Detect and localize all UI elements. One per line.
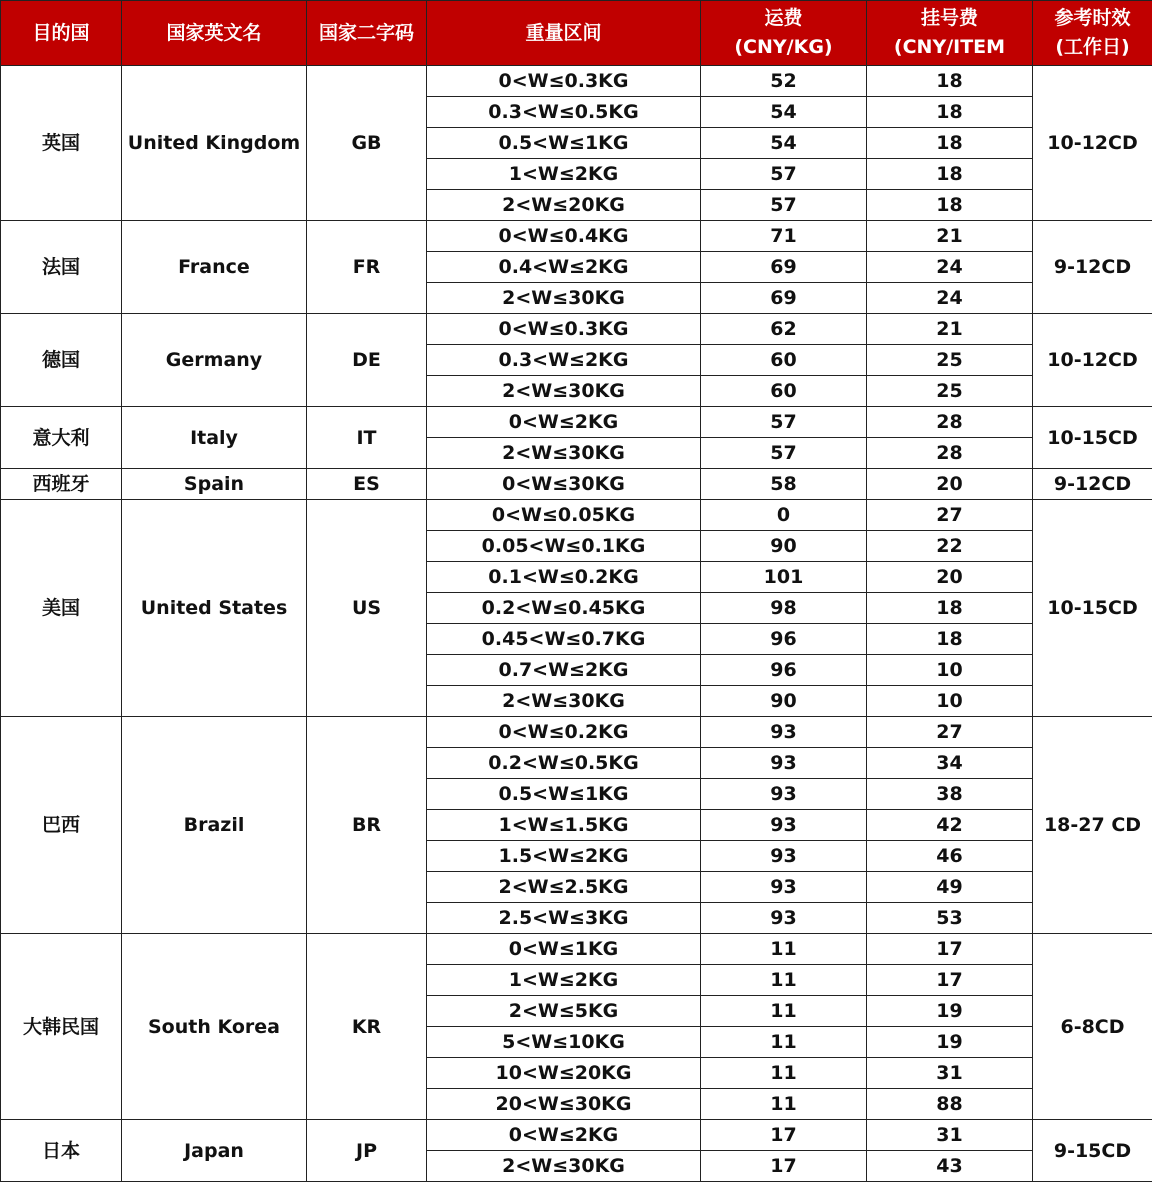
reference-time-cell: 9-15CD — [1033, 1120, 1152, 1182]
freight-cell: 93 — [701, 810, 867, 841]
freight-cell: 11 — [701, 965, 867, 996]
header-reference-time-unit: (工作日) — [1055, 36, 1130, 58]
registration-fee-cell: 19 — [867, 1027, 1033, 1058]
weight-range-cell: 0<W≤0.3KG — [427, 314, 701, 345]
registration-fee-cell: 88 — [867, 1089, 1033, 1120]
freight-cell: 71 — [701, 221, 867, 252]
table-row — [1, 66, 1152, 97]
header-registration-fee-label: 挂号费 — [920, 7, 978, 29]
weight-range-cell: 1<W≤1.5KG — [427, 810, 701, 841]
registration-fee-cell: 25 — [867, 376, 1033, 407]
country-chinese-name: 大韩民国 — [1, 934, 122, 1120]
registration-fee-cell: 21 — [867, 314, 1033, 345]
registration-fee-cell: 18 — [867, 593, 1033, 624]
weight-range-cell: 0.05<W≤0.1KG — [427, 531, 701, 562]
freight-cell: 54 — [701, 97, 867, 128]
header-row — [1, 1, 1152, 66]
reference-time-cell: 10-15CD — [1033, 407, 1152, 469]
registration-fee-cell: 28 — [867, 407, 1033, 438]
weight-range-cell: 0<W≤0.2KG — [427, 717, 701, 748]
table-row — [1, 469, 1152, 500]
table-row — [1, 314, 1152, 345]
freight-cell: 11 — [701, 996, 867, 1027]
country-english-name: Italy — [122, 407, 307, 469]
registration-fee-cell: 28 — [867, 438, 1033, 469]
freight-cell: 11 — [701, 1058, 867, 1089]
country-chinese-name: 巴西 — [1, 717, 122, 934]
freight-cell: 98 — [701, 593, 867, 624]
freight-cell: 93 — [701, 748, 867, 779]
header-destination: 目的国 — [1, 1, 122, 66]
weight-range-cell: 2<W≤30KG — [427, 686, 701, 717]
registration-fee-cell: 27 — [867, 500, 1033, 531]
registration-fee-cell: 38 — [867, 779, 1033, 810]
country-english-name: Japan — [122, 1120, 307, 1182]
registration-fee-cell: 25 — [867, 345, 1033, 376]
freight-cell: 96 — [701, 655, 867, 686]
header-reference-time — [1033, 1, 1152, 66]
reference-time-cell: 9-12CD — [1033, 469, 1152, 500]
country-english-name: Germany — [122, 314, 307, 407]
freight-cell: 93 — [701, 717, 867, 748]
header-country-english-name: 国家英文名 — [122, 1, 307, 66]
weight-range-cell: 10<W≤20KG — [427, 1058, 701, 1089]
weight-range-cell: 0.5<W≤1KG — [427, 779, 701, 810]
header-freight-label: 运费 — [764, 7, 803, 29]
freight-cell: 101 — [701, 562, 867, 593]
country-code: FR — [307, 221, 427, 314]
reference-time-cell: 10-15CD — [1033, 500, 1152, 717]
country-code: JP — [307, 1120, 427, 1182]
country-code: KR — [307, 934, 427, 1120]
weight-range-cell: 0.2<W≤0.45KG — [427, 593, 701, 624]
reference-time-cell: 10-12CD — [1033, 314, 1152, 407]
freight-cell: 93 — [701, 841, 867, 872]
freight-cell: 11 — [701, 934, 867, 965]
country-code: BR — [307, 717, 427, 934]
weight-range-cell: 0.3<W≤0.5KG — [427, 97, 701, 128]
weight-range-cell: 0<W≤0.4KG — [427, 221, 701, 252]
freight-cell: 93 — [701, 903, 867, 934]
freight-cell: 69 — [701, 252, 867, 283]
country-english-name: Brazil — [122, 717, 307, 934]
freight-cell: 57 — [701, 438, 867, 469]
weight-range-cell: 0.1<W≤0.2KG — [427, 562, 701, 593]
country-chinese-name: 日本 — [1, 1120, 122, 1182]
country-chinese-name: 美国 — [1, 500, 122, 717]
weight-range-cell: 0.3<W≤2KG — [427, 345, 701, 376]
freight-cell: 93 — [701, 872, 867, 903]
reference-time-cell: 10-12CD — [1033, 66, 1152, 221]
table-row — [1, 717, 1152, 748]
weight-range-cell: 2<W≤30KG — [427, 1151, 701, 1182]
freight-cell: 52 — [701, 66, 867, 97]
weight-range-cell: 2.5<W≤3KG — [427, 903, 701, 934]
registration-fee-cell: 18 — [867, 97, 1033, 128]
weight-range-cell: 2<W≤2.5KG — [427, 872, 701, 903]
country-code: GB — [307, 66, 427, 221]
registration-fee-cell: 18 — [867, 159, 1033, 190]
weight-range-cell: 0<W≤0.05KG — [427, 500, 701, 531]
reference-time-cell: 9-12CD — [1033, 221, 1152, 314]
weight-range-cell: 2<W≤30KG — [427, 438, 701, 469]
country-code: DE — [307, 314, 427, 407]
registration-fee-cell: 18 — [867, 624, 1033, 655]
freight-cell: 69 — [701, 283, 867, 314]
freight-cell: 62 — [701, 314, 867, 345]
registration-fee-cell: 21 — [867, 221, 1033, 252]
reference-time-cell: 18-27 CD — [1033, 717, 1152, 934]
freight-cell: 17 — [701, 1120, 867, 1151]
registration-fee-cell: 24 — [867, 283, 1033, 314]
freight-cell: 11 — [701, 1027, 867, 1058]
header-country-code: 国家二字码 — [307, 1, 427, 66]
header-freight-unit: (CNY/KG) — [734, 36, 833, 58]
registration-fee-cell: 22 — [867, 531, 1033, 562]
freight-cell: 0 — [701, 500, 867, 531]
registration-fee-cell: 27 — [867, 717, 1033, 748]
table-row — [1, 1120, 1152, 1151]
table-row — [1, 221, 1152, 252]
header-registration-fee — [867, 1, 1033, 66]
registration-fee-cell: 46 — [867, 841, 1033, 872]
weight-range-cell: 0<W≤2KG — [427, 407, 701, 438]
registration-fee-cell: 31 — [867, 1120, 1033, 1151]
registration-fee-cell: 18 — [867, 190, 1033, 221]
freight-cell: 60 — [701, 376, 867, 407]
registration-fee-cell: 18 — [867, 128, 1033, 159]
registration-fee-cell: 34 — [867, 748, 1033, 779]
weight-range-cell: 2<W≤5KG — [427, 996, 701, 1027]
weight-range-cell: 0<W≤2KG — [427, 1120, 701, 1151]
freight-cell: 57 — [701, 159, 867, 190]
weight-range-cell: 1<W≤2KG — [427, 159, 701, 190]
country-english-name: United Kingdom — [122, 66, 307, 221]
table-row — [1, 934, 1152, 965]
country-english-name: United States — [122, 500, 307, 717]
registration-fee-cell: 19 — [867, 996, 1033, 1027]
freight-cell: 58 — [701, 469, 867, 500]
country-english-name: France — [122, 221, 307, 314]
country-english-name: Spain — [122, 469, 307, 500]
country-chinese-name: 德国 — [1, 314, 122, 407]
weight-range-cell: 1.5<W≤2KG — [427, 841, 701, 872]
freight-cell: 57 — [701, 407, 867, 438]
registration-fee-cell: 17 — [867, 965, 1033, 996]
reference-time-cell: 6-8CD — [1033, 934, 1152, 1120]
table-row — [1, 407, 1152, 438]
country-chinese-name: 法国 — [1, 221, 122, 314]
freight-cell: 90 — [701, 531, 867, 562]
weight-range-cell: 0.45<W≤0.7KG — [427, 624, 701, 655]
registration-fee-cell: 20 — [867, 562, 1033, 593]
weight-range-cell: 0.5<W≤1KG — [427, 128, 701, 159]
registration-fee-cell: 18 — [867, 66, 1033, 97]
registration-fee-cell: 20 — [867, 469, 1033, 500]
freight-cell: 93 — [701, 779, 867, 810]
weight-range-cell: 2<W≤30KG — [427, 376, 701, 407]
registration-fee-cell: 49 — [867, 872, 1033, 903]
country-chinese-name: 意大利 — [1, 407, 122, 469]
weight-range-cell: 0<W≤30KG — [427, 469, 701, 500]
country-chinese-name: 英国 — [1, 66, 122, 221]
country-code: US — [307, 500, 427, 717]
country-english-name: South Korea — [122, 934, 307, 1120]
header-freight — [701, 1, 867, 66]
header-reference-time-label: 参考时效 — [1054, 7, 1131, 29]
registration-fee-cell: 24 — [867, 252, 1033, 283]
weight-range-cell: 1<W≤2KG — [427, 965, 701, 996]
header-weight-range: 重量区间 — [427, 1, 701, 66]
weight-range-cell: 0<W≤1KG — [427, 934, 701, 965]
freight-cell: 54 — [701, 128, 867, 159]
registration-fee-cell: 10 — [867, 686, 1033, 717]
registration-fee-cell: 10 — [867, 655, 1033, 686]
registration-fee-cell: 17 — [867, 934, 1033, 965]
registration-fee-cell: 43 — [867, 1151, 1033, 1182]
registration-fee-cell: 42 — [867, 810, 1033, 841]
weight-range-cell: 0.2<W≤0.5KG — [427, 748, 701, 779]
freight-cell: 17 — [701, 1151, 867, 1182]
header-registration-fee-unit: (CNY/ITEM — [893, 36, 1006, 58]
weight-range-cell: 2<W≤30KG — [427, 283, 701, 314]
country-chinese-name: 西班牙 — [1, 469, 122, 500]
freight-cell: 60 — [701, 345, 867, 376]
freight-cell: 11 — [701, 1089, 867, 1120]
weight-range-cell: 0.7<W≤2KG — [427, 655, 701, 686]
weight-range-cell: 5<W≤10KG — [427, 1027, 701, 1058]
weight-range-cell: 0<W≤0.3KG — [427, 66, 701, 97]
freight-cell: 90 — [701, 686, 867, 717]
registration-fee-cell: 53 — [867, 903, 1033, 934]
country-code: IT — [307, 407, 427, 469]
weight-range-cell: 2<W≤20KG — [427, 190, 701, 221]
table-row — [1, 500, 1152, 531]
rate-table-body — [1, 66, 1152, 1182]
freight-cell: 57 — [701, 190, 867, 221]
weight-range-cell: 0.4<W≤2KG — [427, 252, 701, 283]
freight-cell: 96 — [701, 624, 867, 655]
registration-fee-cell: 31 — [867, 1058, 1033, 1089]
weight-range-cell: 20<W≤30KG — [427, 1089, 701, 1120]
country-code: ES — [307, 469, 427, 500]
